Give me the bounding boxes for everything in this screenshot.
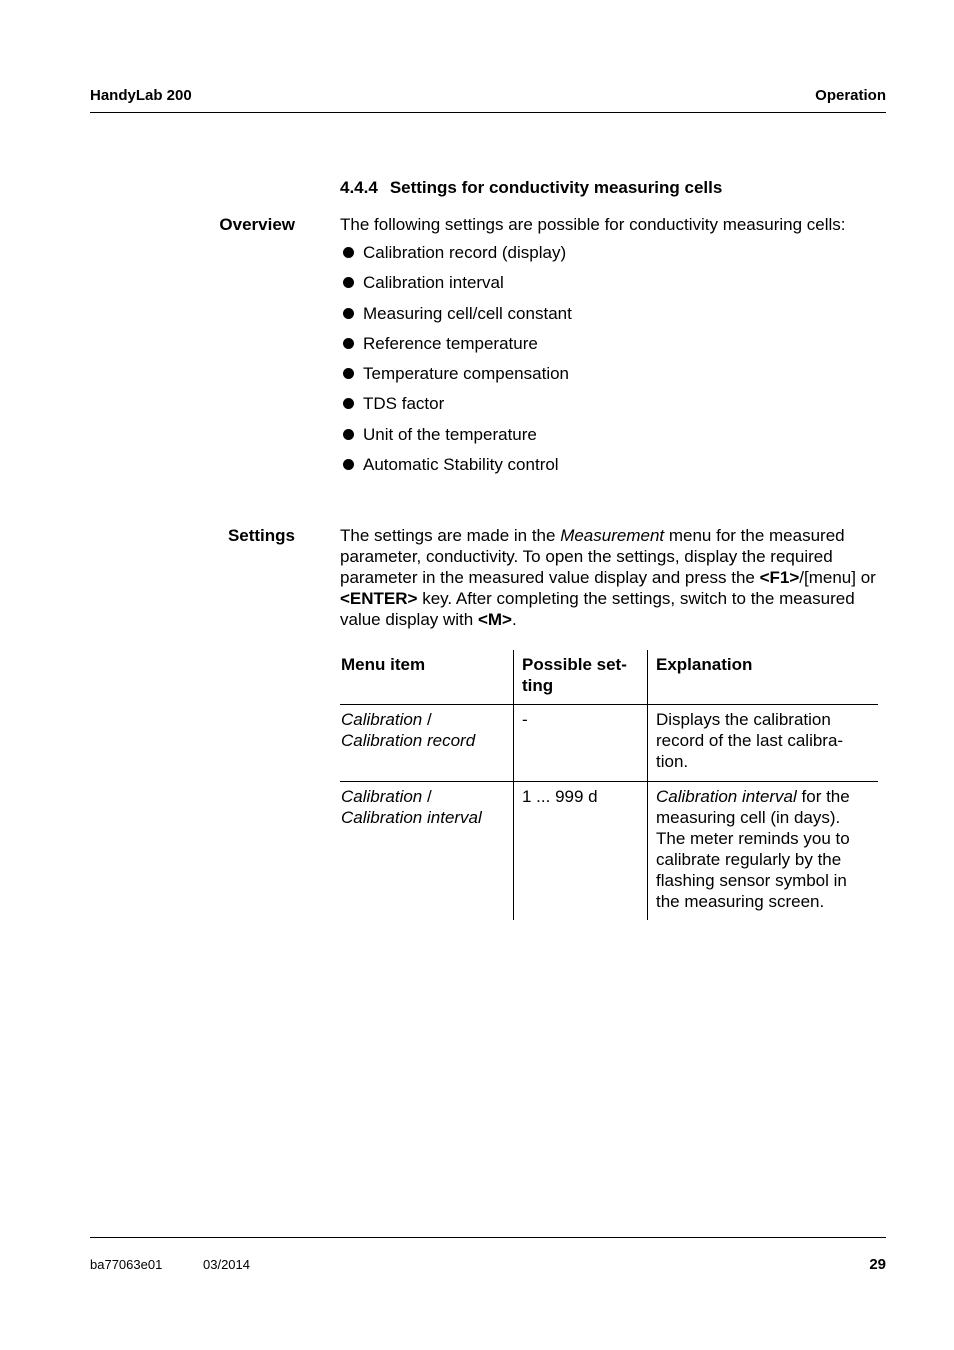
table-header-row: [340, 650, 878, 705]
list-item: Unit of the temperature: [340, 424, 572, 454]
bullet-icon: [343, 429, 354, 440]
table-row: [340, 782, 878, 920]
overview-intro: The following settings are possible for conductivity measuring cells:: [340, 215, 846, 234]
running-header-title: HandyLab 200: [90, 87, 192, 104]
list-item: TDS factor: [340, 393, 572, 423]
explanation-cell: Calibration interval for the measuring cell (in days). The meter reminds you to calibrate regularly by the flashing sensor symbol in the measuring screen.: [656, 787, 850, 911]
menu-item-cell: Calibration / Calibration record: [340, 705, 514, 781]
bullet-icon: [343, 277, 354, 288]
list-item: Reference temperature: [340, 333, 572, 363]
menu-item-cell: Calibration / Calibration interval: [340, 782, 514, 920]
column-header: Possible set- ting: [514, 650, 648, 704]
setting-cell: 1 ... 999 d: [514, 782, 648, 920]
header-rule: [90, 112, 886, 113]
list-item: Calibration interval: [340, 272, 572, 302]
key-enter: <ENTER>: [340, 589, 418, 608]
setting-cell: -: [514, 705, 648, 781]
settings-table: [340, 650, 878, 920]
list-item: Measuring cell/cell constant: [340, 303, 572, 333]
bullet-icon: [343, 247, 354, 258]
footer-rule: [90, 1237, 886, 1238]
overview-list: [340, 242, 572, 484]
settings-label: Settings: [227, 526, 295, 545]
bullet-icon: [343, 308, 354, 319]
section-number: 4.4.4: [340, 178, 378, 197]
key-m: <M>: [477, 610, 512, 629]
list-item: Automatic Stability control: [340, 454, 572, 484]
bullet-icon: [343, 459, 354, 470]
running-header-section: Operation: [815, 87, 886, 104]
settings-paragraph: The settings are made in the Measurement menu for the measured parameter, conductivity. To open the settings, display the required parameter in the measured value display and press the <F1>/[menu] or <ENTER> key. After completing the settings, switch to the measured value display with <M>.: [340, 526, 876, 629]
overview-label: Overview: [219, 215, 295, 234]
bullet-icon: [343, 368, 354, 379]
bullet-icon: [343, 338, 354, 349]
list-item: Calibration record (display): [340, 242, 572, 272]
list-item: Temperature compensation: [340, 363, 572, 393]
footer-date: 03/2014: [203, 1257, 250, 1272]
footer-doc-id: ba77063e01: [90, 1257, 163, 1272]
explanation-cell: Displays the calibration record of the last calibra-tion.: [656, 710, 844, 771]
key-f1: <F1>: [759, 568, 800, 587]
bullet-icon: [343, 398, 354, 409]
table-row: [340, 705, 878, 782]
section-title: Settings for conductivity measuring cells: [389, 178, 723, 197]
column-header: Menu item: [340, 650, 514, 704]
column-header: Explanation: [656, 655, 753, 674]
section-heading: [340, 178, 722, 198]
page-number: 29: [869, 1256, 886, 1273]
